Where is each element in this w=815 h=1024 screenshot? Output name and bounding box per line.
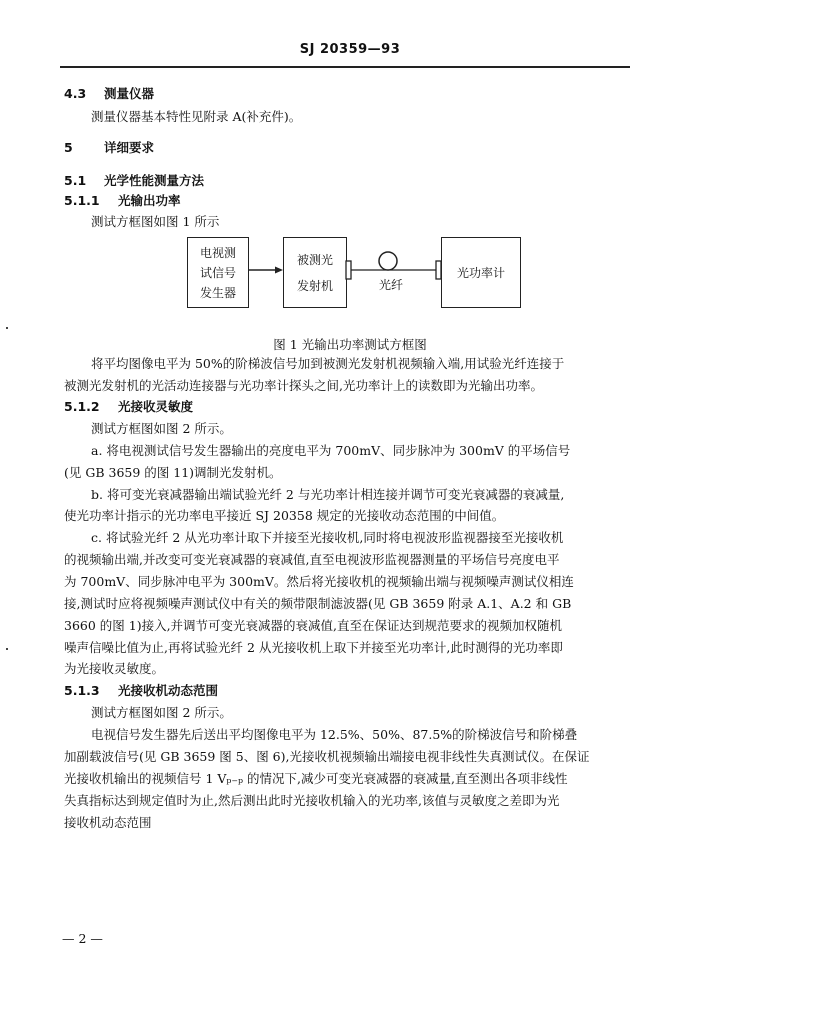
- figure1-connections: [240, 240, 450, 310]
- item-c-line6: 噪声信噪比值为止,再将试验光纤 2 从光接收机上取下并接至光功率计,此时测得的光功率即: [64, 640, 563, 655]
- scan-mark: [6, 327, 8, 329]
- section-5-1-2-intro: 测试方框图如图 2 所示。: [91, 421, 232, 436]
- transmitter-box: 被测光 发射机: [283, 237, 347, 308]
- figure1-caption: 图 1 光输出功率测试方框图: [273, 337, 427, 352]
- item-b-line2: 使光功率计指示的光功率电平接近 SJ 20358 规定的光接收动态范围的中间值。: [64, 508, 505, 523]
- section-5-1-3-para-line2: 加副载波信号(见 GB 3659 图 5、图 6),光接收机视频输出端接电视非线性失真测试仪。在保证: [64, 749, 590, 764]
- section-5-1-3-para-line3: 光接收机输出的视频信号 1 Vₚ₋ₚ 的情况下,减少可变光衰减器的衰减量,直至测出各项非线性: [64, 771, 568, 786]
- section-5-1-3-para-line4: 失真指标达到规定值时为止,然后测出此时光接收机输入的光功率,该值与灵敏度之差即为光: [64, 793, 560, 808]
- item-a-line1: a. 将电视测试信号发生器输出的亮度电平为 700mV、同步脉冲为 300mV 的平场信号: [91, 443, 571, 458]
- fiber-coil: [379, 252, 397, 270]
- item-c-line7: 为光接收灵敏度。: [64, 661, 165, 676]
- section-5-1-3-para-line5: 接收机动态范围: [64, 815, 152, 830]
- section-5-1-1-heading: 5.1.1 光输出功率: [64, 193, 181, 208]
- item-c-line1: c. 将试验光纤 2 从光功率计取下并接至光接收机,同时将电视波形监视器接至光接收机: [91, 530, 564, 545]
- section-5-1-heading: 5.1 光学性能测量方法: [64, 173, 205, 188]
- item-a-line2: (见 GB 3659 的图 11)调制光发射机。: [64, 465, 282, 480]
- header-rule: [60, 66, 630, 68]
- item-c-line5: 3660 的图 1)接入,并调节可变光衰减器的衰减值,直至在保证达到规范要求的视频加权随机: [64, 618, 563, 633]
- section-5-1-3-para-line1: 电视信号发生器先后送出平均图像电平为 12.5%、50%、87.5%的阶梯波信号和阶梯叠: [91, 727, 578, 742]
- section-5-1-1-para-line1: 将平均图像电平为 50%的阶梯波信号加到被测光发射机视频输入端,用试验光纤连接于: [91, 356, 565, 371]
- signal-arrow-head: [275, 267, 283, 274]
- scan-mark: [6, 648, 8, 650]
- section-5-1-2-heading: 5.1.2 光接收灵敏度: [64, 399, 194, 414]
- fiber-label: 光纤: [379, 278, 404, 292]
- section-5-1-3-heading: 5.1.3 光接收机动态范围: [64, 683, 219, 698]
- transmitter-connector: [346, 261, 351, 279]
- power-meter-box: 光功率计: [441, 237, 521, 308]
- page-number: — 2 —: [62, 931, 103, 946]
- section-4-3-text: 测量仪器基本特性见附录 A(补充件)。: [91, 109, 302, 124]
- item-c-line4: 接,测试时应将视频噪声测试仪中有关的频带限制滤波器(见 GB 3659 附录 A.1、A.2 和 GB: [64, 596, 572, 611]
- signal-generator-box: 电视测 试信号 发生器: [187, 237, 249, 308]
- document-header: SJ 20359—93: [299, 42, 401, 57]
- item-b-line1: b. 将可变光衰减器输出端试验光纤 2 与光功率计相连接并调节可变光衰减器的衰减量,: [91, 487, 565, 502]
- section-5-heading: 5 详细要求: [64, 140, 155, 155]
- meter-connector: [436, 261, 441, 279]
- section-5-1-3-intro: 测试方框图如图 2 所示。: [91, 705, 232, 720]
- section-4-3-heading: 4.3 测量仪器: [64, 86, 155, 101]
- section-5-1-1-intro: 测试方框图如图 1 所示: [91, 214, 220, 229]
- section-5-1-1-para-line2: 被测光发射机的光活动连接器与光功率计探头之间,光功率计上的读数即为光输出功率。: [64, 378, 543, 393]
- item-c-line2: 的视频输出端,并改变可变光衰减器的衰减值,直至电视波形监视器测量的平场信号亮度电平: [64, 552, 560, 567]
- item-c-line3: 为 700mV、同步脉冲电平为 300mV。然后将光接收机的视频输出端与视频噪声测试仪相连: [64, 574, 574, 589]
